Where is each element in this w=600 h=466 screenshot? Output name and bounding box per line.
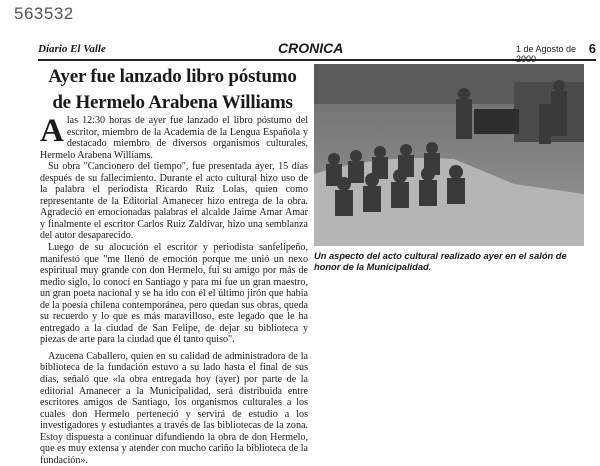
event-photo: [314, 64, 584, 246]
photo-caption: Un aspecto del acto cultural realizado ayer en el salón de honor de la Municipalidad.: [314, 251, 567, 273]
drop-cap: A: [40, 113, 64, 149]
paragraph-3: Luego de su alocución el escritor y periodista sanfelipeño, manifestó que "me llenó de emoción porque me unió un nexo espiritual muy grande con don Hermelo, fui su amigo por más de medio siglo, lo conocí en Santiago y para mí fue un gran maestro, un gran poeta nacional y se ha ido con él el último jirón que había de la poesía chilena contemporánea, pero quedan sus obras, queda su recuerdo y lo que es más maravilloso, este legado que le ha entregado a la ciudad de San Felipe, de dejar su biblioteca y piezas de arte para la ciudad que él tanto quiso".: [40, 242, 308, 346]
article-title-line-2: de Hermelo Arabena Williams: [52, 92, 293, 113]
photo-illustration: [314, 64, 584, 246]
newspaper-header: [38, 40, 596, 64]
article-title: [40, 64, 305, 116]
paragraph-1-text: las 12:30 horas de ayer fue lanzado el libro póstumo del escritor, miembro de la Academia de la Lengua Española y destacado miembro de diversos organismos culturales, Hermelo Arabena Williams.: [40, 115, 308, 161]
article-body: [40, 115, 308, 466]
issue-date: 1 de Agosto de 2000: [516, 44, 577, 64]
newspaper-name: Diario El Valle: [38, 43, 106, 55]
article-title-line-1: Ayer fue lanzado libro póstumo: [48, 66, 297, 87]
paragraph-1: [40, 115, 308, 161]
page-number: 6: [588, 41, 596, 56]
archive-number: 563532: [14, 4, 74, 23]
section-name: CRONICA: [278, 40, 344, 56]
paragraph-4: Azucena Caballero, quien en su calidad de administradora de la biblioteca de la fundación estuvo a su lado hasta el final de sus días, señaló que «la obra entregada hoy (ayer) por parte de la editorial Amanecer a la Municipalidad, será distribuida entre escritores amigos de Santiago, los organismos culturales a los cuales don Hermelo perteneció y servirá de estudio a los investigadores y estudiantes a través de las bibliotecas de la zona. Estoy dispuesta a continuar difundiendo la obra de don Hermelo, que es muy extensa y atender con mucho cariño la biblioteca de la fundación».: [40, 350, 308, 466]
paragraph-2: Su obra "Cancionero del tiempo", fue presentada ayer, 15 días después de su fallecimiento. Durante el acto cultural hizo uso de la palabra el periodista Ricardo Ruiz Lolas, quien como representante de la Editorial Amanecer hizo entrega de la obra. Agradeció en emocionadas palabras el alcalde Jaime Amar Amar y finalmente el escritor Carlos Ruiz Zaldívar, hizo una semblanza del autor desaparecido.: [40, 161, 308, 242]
